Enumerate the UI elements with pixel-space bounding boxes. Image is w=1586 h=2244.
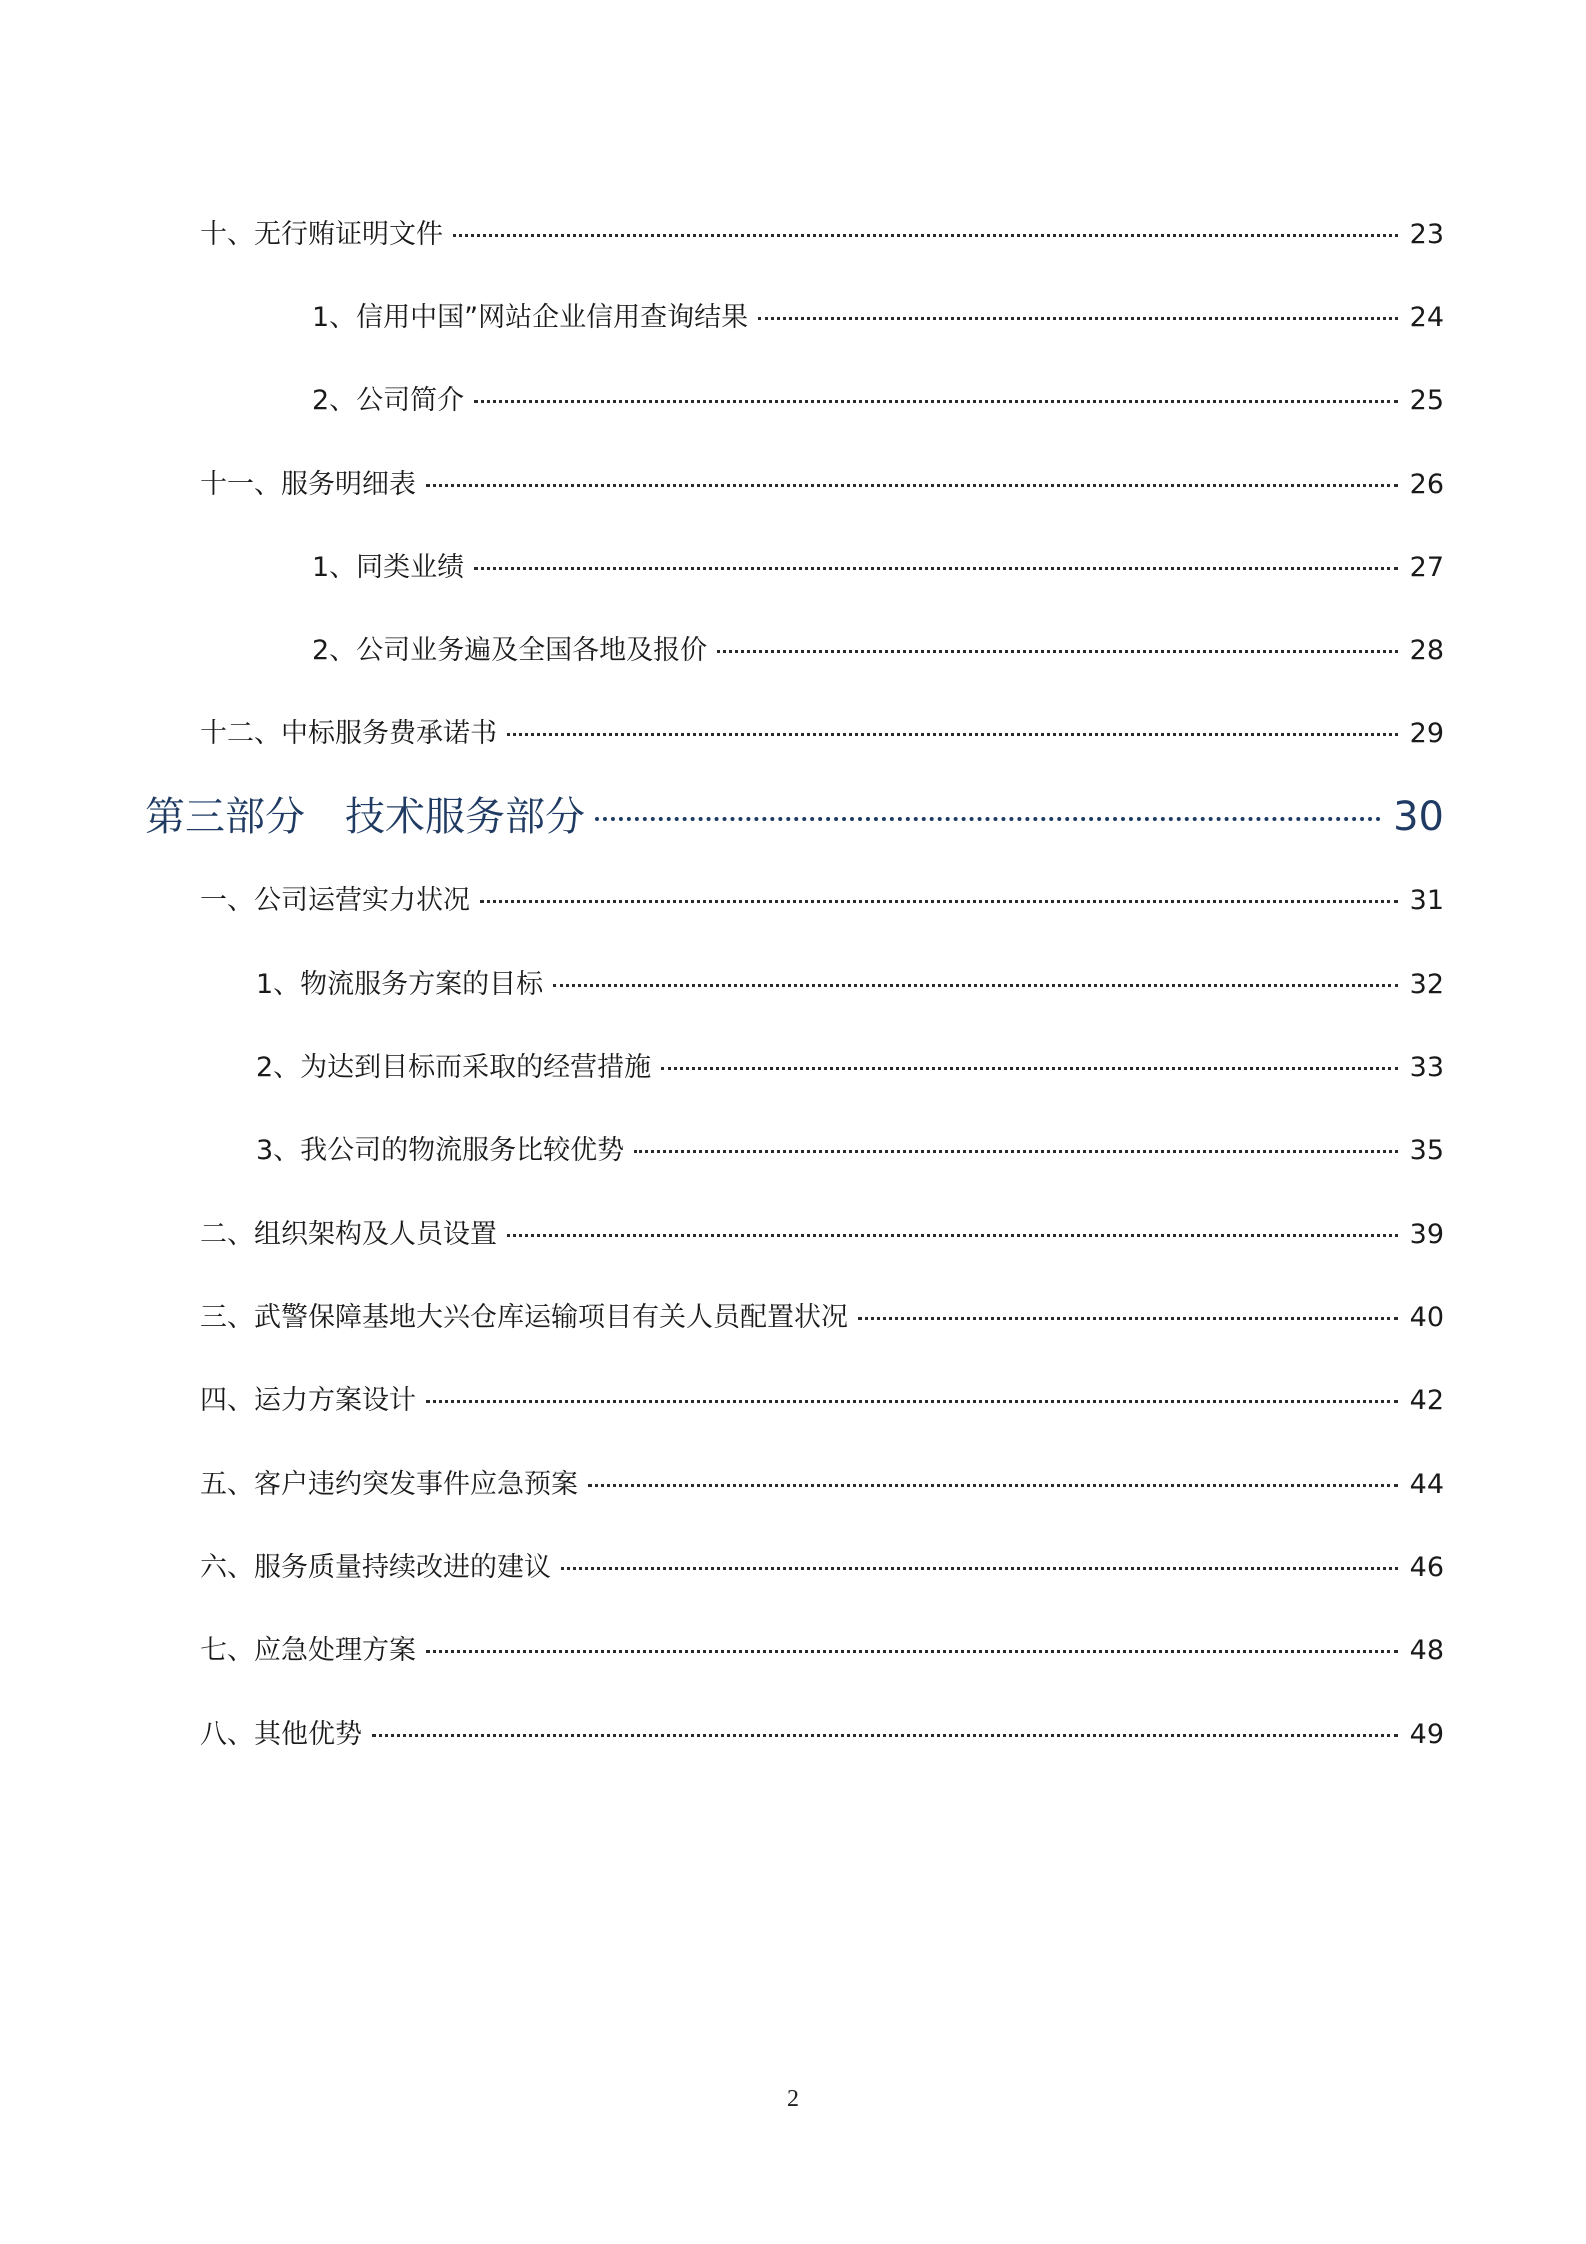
toc-entry-label: 七、应急处理方案 <box>200 1635 416 1666</box>
toc-page-number: 40 <box>1409 1302 1444 1333</box>
toc-page-number: 46 <box>1409 1552 1444 1583</box>
toc-part-heading[interactable] <box>145 785 1444 842</box>
toc-entry[interactable] <box>200 1462 1444 1501</box>
toc-entry[interactable] <box>200 711 1444 750</box>
toc-entry[interactable] <box>312 628 1444 667</box>
toc-dot-leader <box>474 567 1397 570</box>
toc-entry-label: 四、运力方案设计 <box>200 1385 416 1416</box>
toc-dot-leader <box>758 317 1397 320</box>
toc-dot-leader <box>507 1234 1398 1237</box>
toc-entry[interactable] <box>200 1378 1444 1417</box>
toc-dot-leader <box>634 1150 1397 1153</box>
toc-page-number: 48 <box>1409 1635 1444 1666</box>
toc-entry-label: 3、我公司的物流服务比较优势 <box>256 1135 625 1166</box>
toc-entry-label: 2、公司业务遍及全国各地及报价 <box>312 635 708 666</box>
toc-dot-leader <box>426 1650 1398 1653</box>
toc-dot-leader <box>588 1484 1398 1487</box>
toc-part-number: 第三部分 <box>145 794 305 840</box>
toc-dot-leader <box>717 650 1397 653</box>
toc-entry[interactable] <box>200 878 1444 917</box>
toc-page-number: 42 <box>1409 1385 1444 1416</box>
toc-entry[interactable] <box>200 1712 1444 1751</box>
toc-entry[interactable] <box>200 212 1444 251</box>
toc-dot-leader <box>474 400 1397 403</box>
toc-dot-leader <box>480 900 1398 903</box>
toc-dot-leader <box>561 1567 1398 1570</box>
toc-entry[interactable] <box>256 962 1444 1001</box>
toc-entry-label: 十一、服务明细表 <box>200 469 416 500</box>
toc-entry-label: 1、信用中国”网站企业信用查询结果 <box>312 302 749 333</box>
toc-page-number: 35 <box>1409 1135 1444 1166</box>
toc-entry-label: 2、为达到目标而采取的经营措施 <box>256 1052 652 1083</box>
toc-dot-leader <box>553 984 1397 987</box>
toc-entry[interactable] <box>312 378 1444 417</box>
toc-entry[interactable] <box>200 1545 1444 1584</box>
toc-page-number: 24 <box>1409 302 1444 333</box>
toc-page-number: 28 <box>1409 635 1444 666</box>
toc-entry-label: 1、同类业绩 <box>312 552 465 583</box>
toc-page-number: 49 <box>1409 1719 1444 1750</box>
toc-entry[interactable] <box>200 1628 1444 1667</box>
toc-page-number: 29 <box>1409 718 1444 749</box>
toc-page-number: 30 <box>1393 794 1444 840</box>
toc-dot-leader <box>453 234 1398 237</box>
toc-page-number: 44 <box>1409 1469 1444 1500</box>
toc-page-number: 27 <box>1409 552 1444 583</box>
toc-entry[interactable] <box>312 545 1444 584</box>
toc-dot-leader <box>372 1734 1398 1737</box>
toc-entry[interactable] <box>200 1295 1444 1334</box>
toc-entry-label: 六、服务质量持续改进的建议 <box>200 1552 551 1583</box>
toc-entry-label: 一、公司运营实力状况 <box>200 885 470 916</box>
toc-page-number: 33 <box>1409 1052 1444 1083</box>
toc-entry[interactable] <box>256 1045 1444 1084</box>
toc-page-number: 25 <box>1409 385 1444 416</box>
toc-entry-label: 1、物流服务方案的目标 <box>256 969 544 1000</box>
toc-part-title: 技术服务部分 <box>345 794 585 840</box>
toc-entry[interactable] <box>200 1212 1444 1251</box>
toc-entry-label: 二、组织架构及人员设置 <box>200 1219 497 1250</box>
toc-entry-label: 八、其他优势 <box>200 1719 362 1750</box>
toc-entry-label: 十二、中标服务费承诺书 <box>200 718 497 749</box>
toc-entry[interactable] <box>256 1128 1444 1167</box>
toc-dot-leader <box>426 1400 1398 1403</box>
toc-entry-label: 三、武警保障基地大兴仓库运输项目有关人员配置状况 <box>200 1302 848 1333</box>
toc-entry-label: 2、公司简介 <box>312 385 465 416</box>
toc-page-number: 23 <box>1409 219 1444 250</box>
toc-dot-leader <box>661 1067 1397 1070</box>
toc-page-number: 26 <box>1409 469 1444 500</box>
toc-part-heading-label <box>145 785 595 842</box>
toc-entry-label: 十、无行贿证明文件 <box>200 219 443 250</box>
toc-dot-leader <box>595 817 1381 821</box>
toc-page-number: 39 <box>1409 1219 1444 1250</box>
toc-dot-leader <box>426 484 1398 487</box>
toc-entry[interactable] <box>200 462 1444 501</box>
page-footer-number: 2 <box>787 2086 799 2112</box>
toc-entry[interactable] <box>312 295 1444 334</box>
toc-entry-label: 五、客户违约突发事件应急预案 <box>200 1469 578 1500</box>
toc-page-number: 32 <box>1409 969 1444 1000</box>
toc-page-number: 31 <box>1409 885 1444 916</box>
toc-dot-leader <box>507 733 1398 736</box>
toc-dot-leader <box>858 1317 1398 1320</box>
